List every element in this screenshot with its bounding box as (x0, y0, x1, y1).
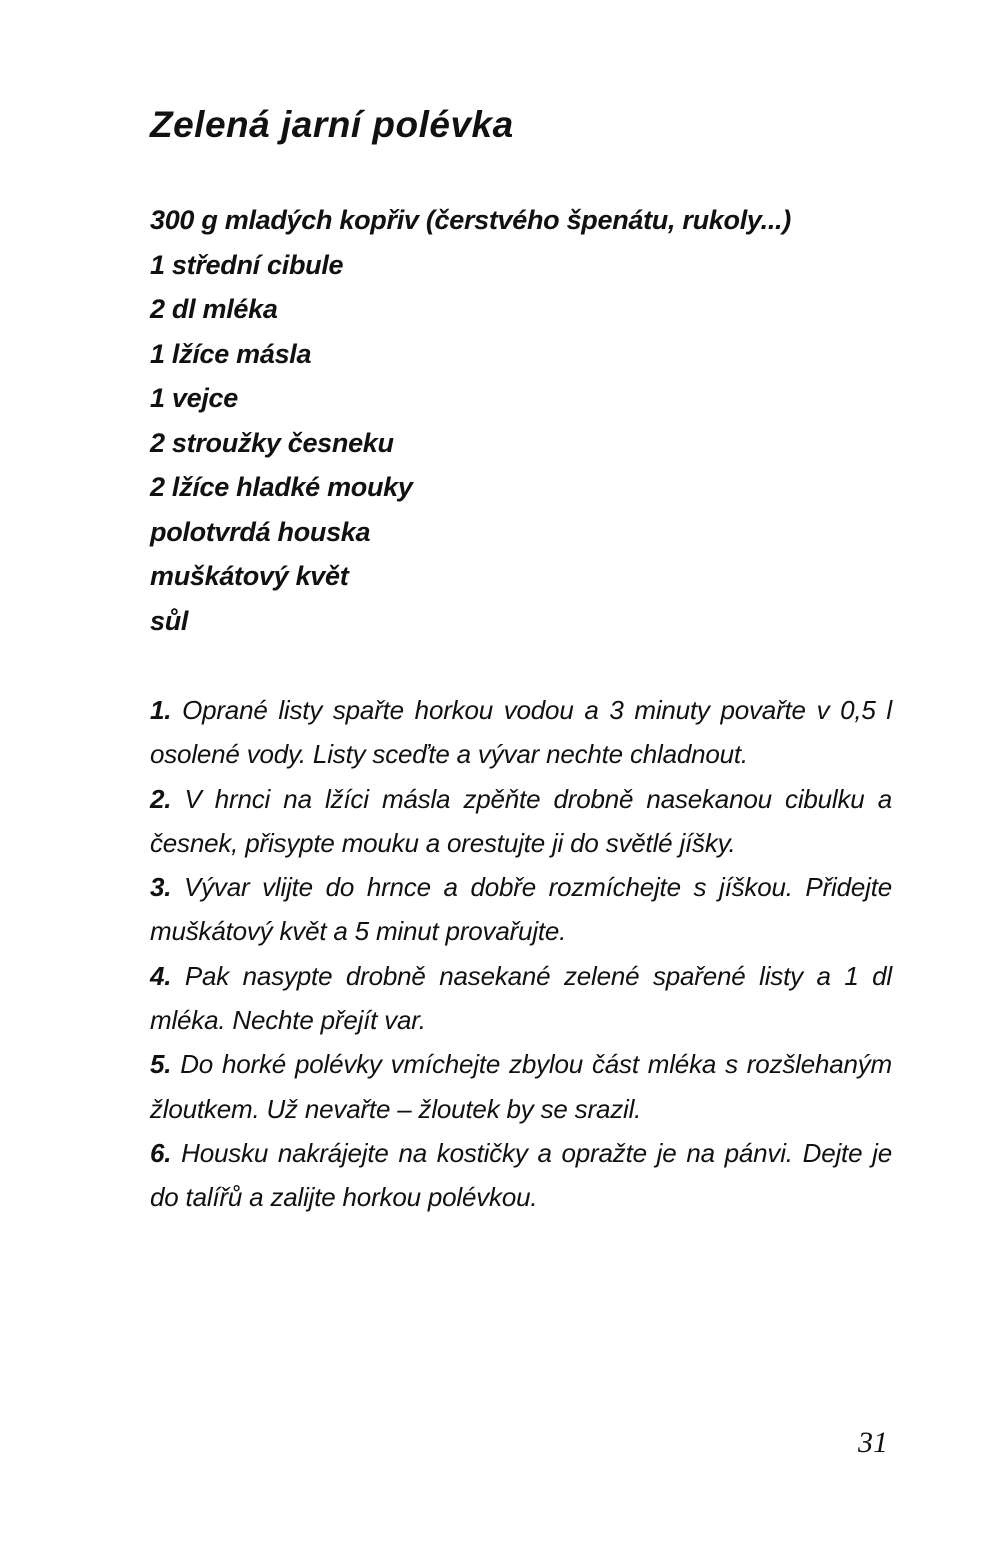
ingredient-item: 2 dl mléka (150, 294, 278, 324)
instruction-step (150, 688, 892, 777)
ingredient-item: 300 g mladých kopřiv (čerstvého špenátu, rukoly...) (150, 205, 791, 235)
step-number: 3. (150, 872, 172, 903)
ingredient-item: 1 lžíce másla (150, 338, 312, 369)
step-number: 6. (150, 1137, 172, 1168)
step-number: 5. (150, 1049, 172, 1080)
instructions (150, 688, 892, 1220)
instruction-step (150, 865, 892, 954)
instruction-step (150, 1042, 892, 1131)
step-text: Housku nakrájejte na kostičky a opražte je na pánvi. Dejte je do talířů a zalijte horkou polévkou. (150, 1137, 892, 1213)
ingredient-item: polotvrdá houska (150, 516, 371, 547)
step-text: V hrnci na lžíci másla zpěňte drobně nasekanou cibulku a česnek, přisypte mouku a orestujte ji do světlé jíšky. (150, 783, 892, 858)
step-text: Do horké polévky vmíchejte zbylou část mléka s rozšlehaným žloutkem. Už nevařte – žloutek by se srazil. (150, 1049, 892, 1124)
step-text: Pak nasypte drobně nasekané zelené spařené listy a 1 dl mléka. Nechte přejít var. (150, 960, 892, 1036)
ingredient-item: 1 střední cibule (150, 249, 344, 280)
ingredient-item: 1 vejce (150, 383, 238, 413)
step-text: Vývar vlijte do hrnce a dobře rozmíchejte s jíškou. Přidejte muškátový květ a 5 minut provařujte. (150, 872, 892, 947)
step-number: 2. (150, 783, 172, 814)
instruction-step (150, 954, 892, 1043)
instruction-step (150, 777, 892, 866)
step-number: 4. (150, 960, 172, 991)
step-text: Oprané listy spařte horkou vodou a 3 minuty povařte v 0,5 l osolené vody. Listy sceďte a vývar nechte chladnout. (150, 695, 892, 770)
ingredient-item: 2 stroužky česneku (150, 427, 394, 458)
page-number: 31 (858, 1426, 888, 1459)
instruction-step (150, 1131, 892, 1220)
ingredient-item: muškátový květ (150, 561, 349, 591)
recipe-title: Zelená jarní polévka (150, 104, 514, 145)
ingredient-list (150, 198, 910, 643)
ingredient-item: sůl (150, 605, 189, 636)
step-number: 1. (150, 695, 172, 725)
ingredient-item: 2 lžíce hladké mouky (150, 472, 413, 502)
